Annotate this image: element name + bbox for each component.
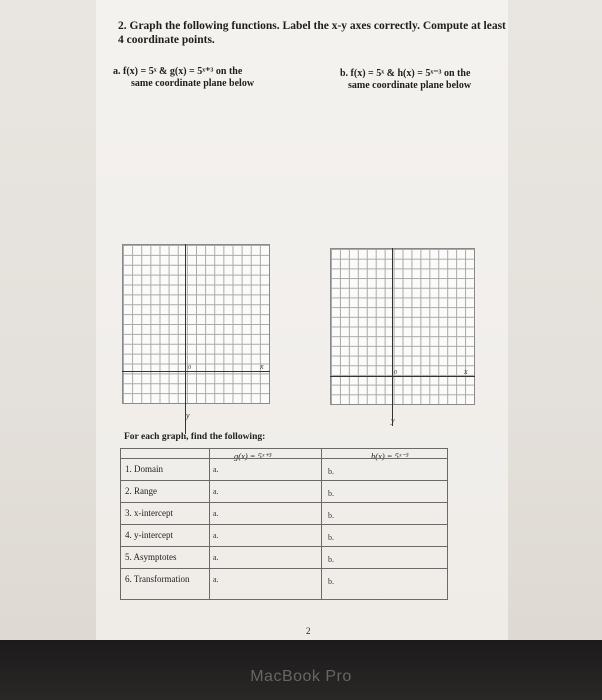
graph-b-x-axis [330, 376, 475, 377]
part-a-instructions [113, 66, 254, 90]
row-label-range: 2. Range [125, 486, 157, 496]
question-title: 2. Graph the following functions. Label the x-y axes correctly. Compute at least 4 coordinate points. [118, 20, 506, 46]
row-y-intercept-a: a. [213, 531, 219, 540]
row-label-asymptotes: 5. Asymptotes [125, 552, 177, 562]
device-brand-label: MacBook Pro [250, 668, 352, 685]
row-label-transformation: 6. Transformation [125, 574, 190, 584]
row-label-y-intercept: 4. y-intercept [125, 530, 173, 540]
row-x-intercept-b: b. [328, 511, 334, 520]
find-prompt: For each graph, find the following: [124, 432, 266, 442]
graph-a-grid [122, 244, 270, 404]
table-row-transformation [121, 568, 447, 590]
row-y-intercept-b: b. [328, 533, 334, 542]
part-b-line2: same coordinate plane below [348, 80, 472, 91]
part-b-instructions [340, 68, 471, 92]
row-asymptotes-a: a. [213, 553, 219, 562]
table-row-domain [121, 458, 447, 480]
part-b-line1: b. f(x) = 5ˣ & h(x) = 5ˣ⁻³ on the [340, 68, 471, 79]
graph-b-grid [330, 248, 475, 405]
graph-a-x-axis [122, 371, 270, 372]
part-a-line2: same coordinate plane below [131, 78, 255, 89]
table-row-x-intercept [121, 502, 447, 524]
table-row-y-intercept [121, 524, 447, 546]
graph-b-origin-label: 0 [394, 370, 397, 376]
graph-a-origin-label: 0 [188, 365, 191, 371]
row-range-b: b. [328, 489, 334, 498]
properties-table [120, 448, 448, 600]
table-row-asymptotes [121, 546, 447, 568]
row-label-domain: 1. Domain [125, 464, 163, 474]
row-domain-b: b. [328, 467, 334, 476]
table-header-g: g(x) = 5ˣ⁺³ [234, 451, 272, 461]
part-a-line1: a. f(x) = 5ˣ & g(x) = 5ˣ⁺³ on the [113, 66, 243, 77]
graph-a-x-label: x [260, 362, 264, 371]
table-header-h: h(x) = 5ˣ⁻³ [371, 451, 409, 461]
graph-b-y-axis [392, 248, 393, 426]
graph-a-y-axis [185, 244, 186, 434]
page-number: 2 [306, 626, 311, 636]
row-range-a: a. [213, 487, 219, 496]
row-transformation-b: b. [328, 577, 334, 586]
graph-b-y-label: y [391, 416, 395, 425]
row-transformation-a: a. [213, 575, 219, 584]
row-x-intercept-a: a. [213, 509, 219, 518]
row-label-x-intercept: 3. x-intercept [125, 508, 173, 518]
table-row-range [121, 480, 447, 502]
row-asymptotes-b: b. [328, 555, 334, 564]
row-domain-a: a. [213, 465, 219, 474]
graph-b-x-label: x [464, 367, 468, 376]
graph-a-y-label: y [186, 411, 190, 420]
